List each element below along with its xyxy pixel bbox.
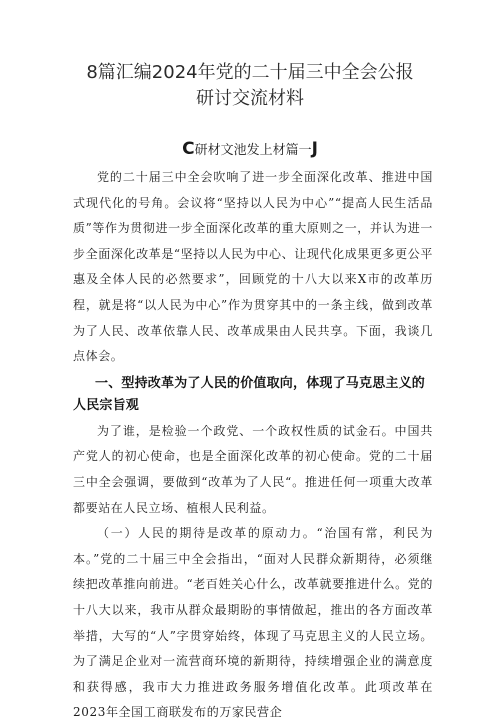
- section-subtitle: [0, 140, 500, 160]
- paragraph: 党的二十届三中全会吹响了进一步全面深化改革、推进中国式现代化的号角。会议将“坚持以人民为中心”“提高人民生活品质”等作为贯彻进一步全面深化改革的重大原则之一，并认为进一步全面深化改革是“坚持以人民为中心、让现代化成果更多更公平惠及全体人民的必然要求”，回顾党的十八大以来X市的改革历程，就是将“以人民为中心”作为贯穿其中的一条主线，做到改革为了人民、改革依靠人民、改革成果由人民共享。下面，我谈几点体会。: [73, 170, 433, 364]
- title-line-2: 研讨交流材料: [196, 88, 304, 109]
- document-body: [73, 165, 433, 726]
- subtitle-text: 研材文池发上材篇一: [194, 143, 312, 158]
- section-heading: 一、型持改革为了人民的价值取向，体现了马克思主义的人民宗旨观: [73, 375, 426, 413]
- document-title: [0, 60, 500, 112]
- title-line-1: 8篇汇编2024年党的二十届三中全会公报: [86, 62, 414, 83]
- subtitle-lead: C: [182, 139, 195, 159]
- paragraph: 为了谁，是检验一个政党、一个政权性质的试金石。中国共产党人的初心使命，也是全面深化改革的初心使命。党的二十届三中全会强调，要做到“改革为了人民“。推进任何一项重大改革都要站在人民立场、植根人民利益。: [73, 423, 433, 515]
- subtitle-tail: J: [311, 139, 318, 159]
- paragraph: （一）人民的期待是改革的原动力。“治国有常，利民为本。”党的二十届三中全会指出，“面对人民群众新期待，必须继续把改革推向前进。“老百姓关心什么，改革就要推进什么。党的十八大以来，我市从群众最期盼的事情做起，推出的各方面改革举措，大写的“人”字贯穿始终，体现了马克思主义的人民立场。为了满足企业对一流营商环境的新期待，持续增强企业的满意度和获得感，我市大力推进政务服务增值化改革。此项改革在2023年全国工商联发布的万家民营企: [73, 526, 433, 720]
